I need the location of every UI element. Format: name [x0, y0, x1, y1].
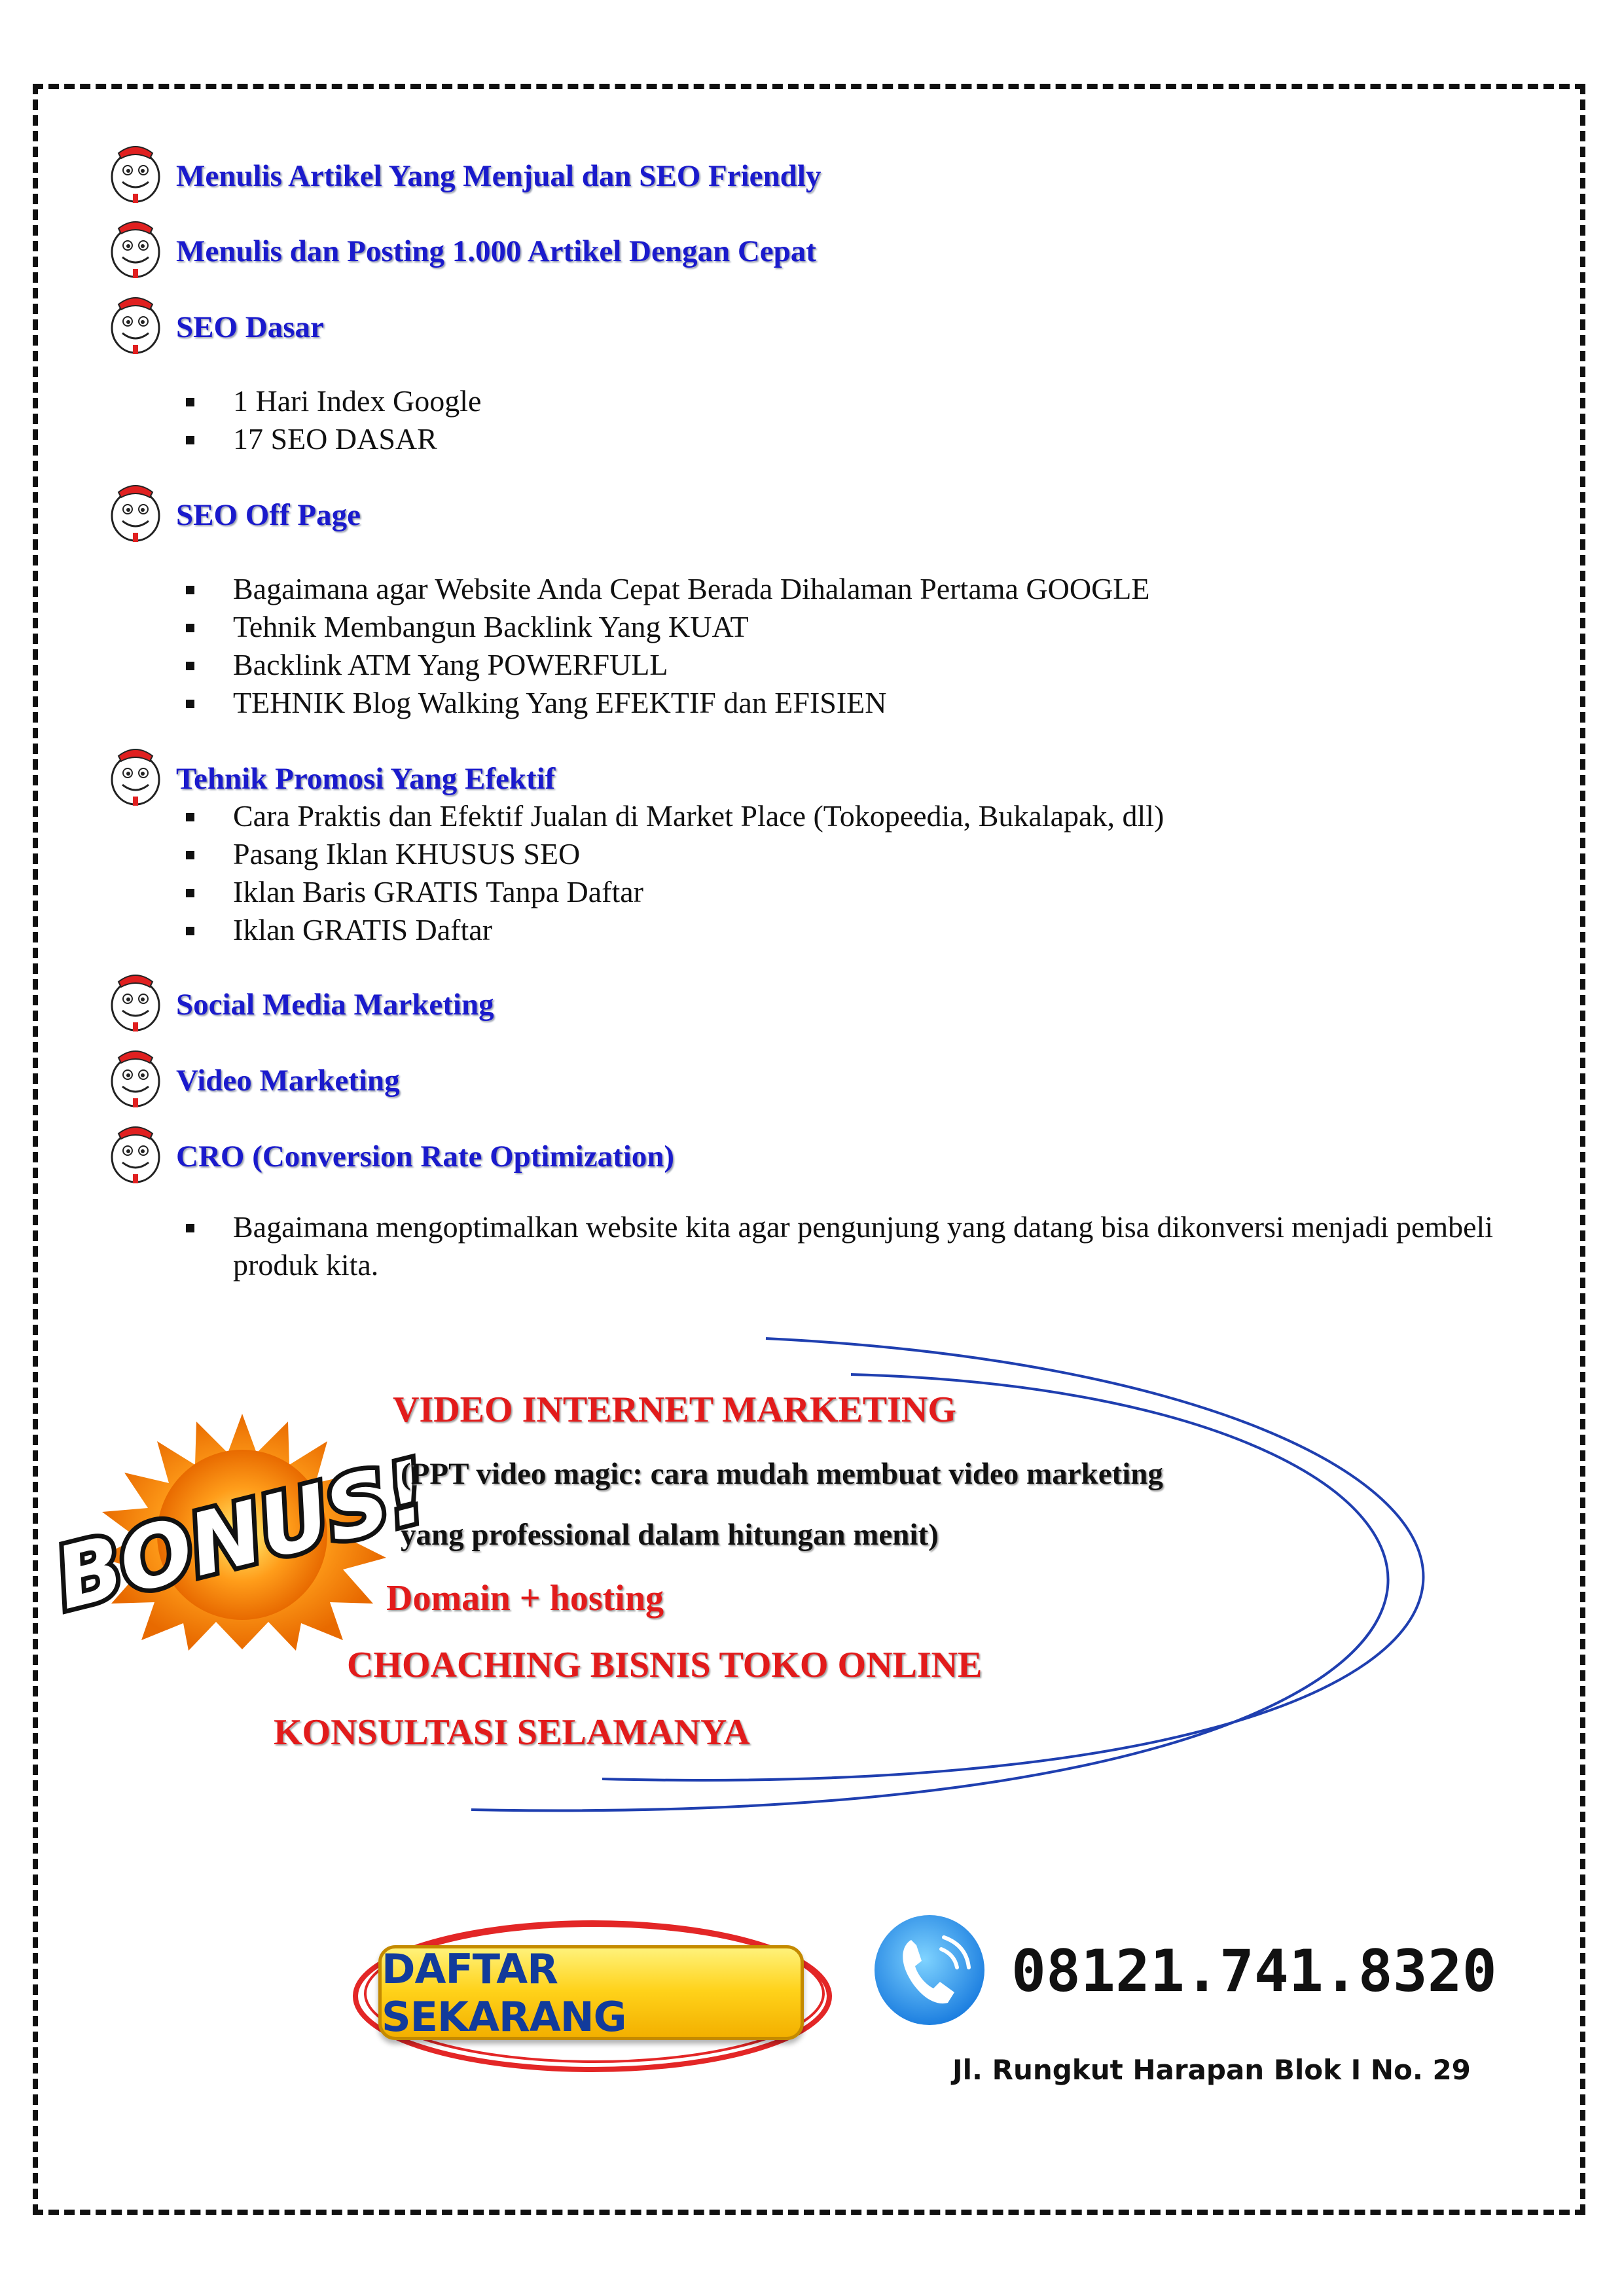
bonus-line-domain: Domain + hosting: [386, 1578, 664, 1619]
topic-title: Video Marketing: [176, 1064, 400, 1098]
bonus-badge-icon: [46, 1407, 437, 1656]
list-item: 17 SEO DASAR: [177, 420, 1519, 458]
list-item: Tehnik Membangun Backlink Yang KUAT: [177, 608, 1519, 646]
list-item: Bagaimana mengoptimalkan website kita agar pengunjung yang datang bisa dikonversi menjadi pembeli produk kita.: [177, 1208, 1519, 1284]
mascot-icon: [107, 139, 164, 204]
bonus-line-coaching: CHOACHING BISNIS TOKO ONLINE: [347, 1645, 983, 1685]
bonus-line-konsultasi: KONSULTASI SELAMANYA: [274, 1712, 750, 1753]
mascot-icon: [107, 1119, 164, 1185]
list-item: Iklan Baris GRATIS Tanpa Daftar: [177, 873, 1519, 911]
mascot-icon: [107, 967, 164, 1033]
mascot-icon: [107, 290, 164, 355]
topic-heading: [107, 478, 1416, 543]
list-item: TEHNIK Blog Walking Yang EFEKTIF dan EFISIEN: [177, 684, 1519, 722]
list-item: Pasang Iklan KHUSUS SEO: [177, 835, 1519, 873]
list-item: Backlink ATM Yang POWERFULL: [177, 646, 1519, 684]
topic-heading: [107, 1043, 1416, 1109]
list-item: Iklan GRATIS Daftar: [177, 911, 1519, 949]
topic-heading: [107, 967, 1416, 1033]
topic-heading: [107, 290, 1416, 355]
topic-title: Menulis Artikel Yang Menjual dan SEO Friendly: [176, 159, 821, 193]
address: Jl. Rungkut Harapan Blok I No. 29: [952, 2054, 1471, 2086]
topic-heading: [107, 1119, 1416, 1185]
daftar-sekarang-button[interactable]: DAFTAR SEKARANG: [378, 1945, 804, 2040]
mascot-icon: [107, 1043, 164, 1109]
bonus-line-video: VIDEO INTERNET MARKETING: [393, 1390, 956, 1430]
bonus-line-ppt-cont: yang professional dalam hitungan menit): [401, 1518, 939, 1552]
list-item: Cara Praktis dan Efektif Jualan di Market Place (Tokopeedia, Bukalapak, dll): [177, 797, 1519, 835]
bonus-badge-text: BONUS!: [46, 1441, 437, 1629]
topic-sublist: [177, 382, 1519, 458]
topic-title: Social Media Marketing: [176, 988, 494, 1022]
bonus-line-ppt: (PPT video magic: cara mudah membuat video marketing: [401, 1457, 1163, 1491]
topic-title: Tehnik Promosi Yang Efektif: [176, 762, 556, 796]
mascot-icon: [107, 478, 164, 543]
topic-title: SEO Off Page: [176, 498, 361, 532]
topic-sublist: [177, 797, 1519, 949]
list-item: Bagaimana agar Website Anda Cepat Berada Dihalaman Pertama GOOGLE: [177, 570, 1519, 608]
phone-icon: [871, 1911, 988, 2029]
list-item: 1 Hari Index Google: [177, 382, 1519, 420]
mascot-icon: [107, 742, 164, 807]
topic-title: CRO (Conversion Rate Optimization): [176, 1139, 675, 1174]
topic-sublist: [177, 570, 1519, 722]
topic-heading: [107, 139, 1416, 204]
cta-button-area: [347, 1911, 838, 2081]
mascot-icon: [107, 214, 164, 279]
topic-title: Menulis dan Posting 1.000 Artikel Dengan Cepat: [176, 234, 816, 268]
topic-title: SEO Dasar: [176, 310, 324, 344]
topic-heading: [107, 214, 1416, 279]
phone-number: 08121.741.8320: [1011, 1937, 1497, 2005]
topic-sublist: [177, 1208, 1519, 1284]
